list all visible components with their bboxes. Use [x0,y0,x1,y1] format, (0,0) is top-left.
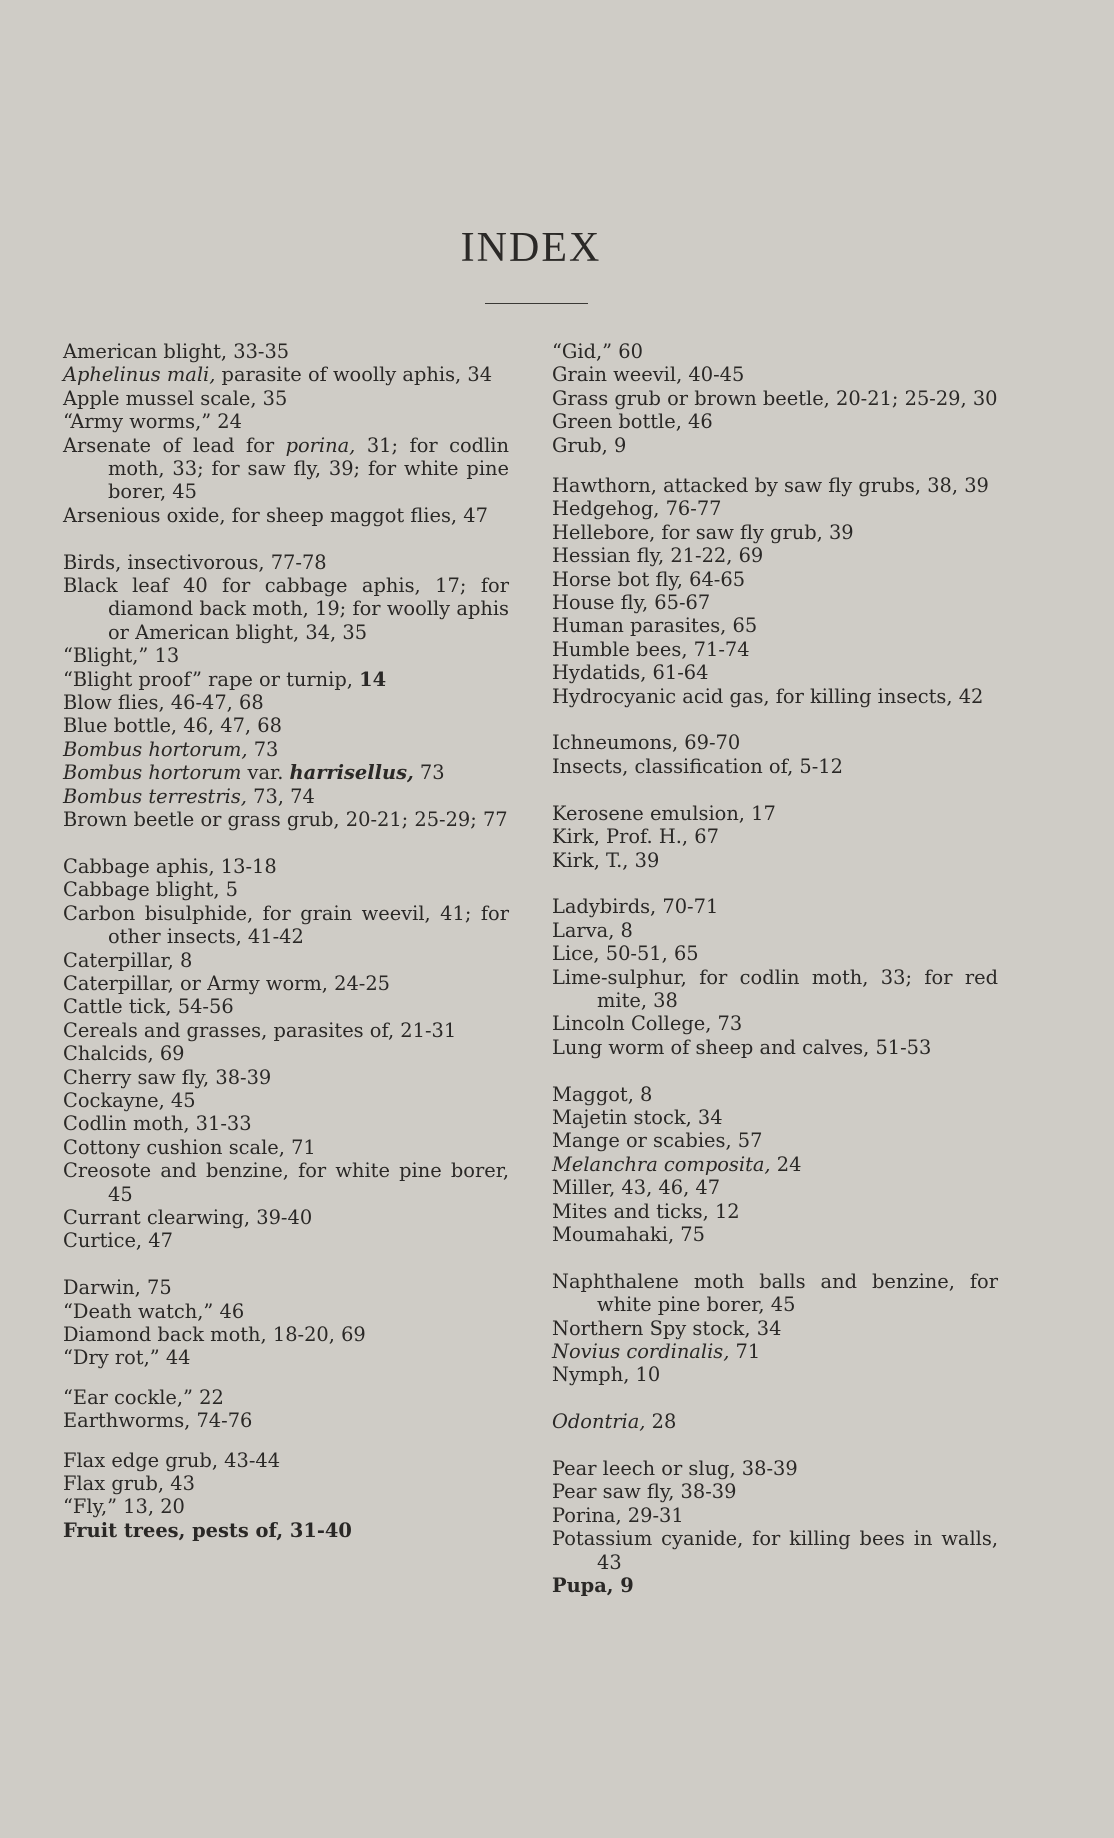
section-gap [63,1370,509,1386]
entry-text: Cabbage blight, 5 [63,878,239,902]
index-entry [63,1042,509,1065]
index-entry [552,1410,998,1433]
index-entry [63,785,509,808]
index-entry [552,849,998,872]
index-entry [63,410,509,433]
entry-text: Majetin stock, 34 [552,1105,723,1129]
index-entry [552,434,998,457]
entry-text: Mange or scabies, 57 [552,1129,763,1153]
entry-text: Earthworms, 74-76 [63,1409,253,1433]
entry-text: Kirk, Prof. H., 67 [552,825,719,849]
entry-text: Fruit trees, pests of, 31-40 [63,1518,352,1542]
index-entry [552,1317,998,1340]
entry-text: “Blight,” 13 [63,644,180,668]
entry-text: Curtice, 47 [63,1229,173,1253]
index-entry [63,949,509,972]
index-entry [63,551,509,574]
entry-text: 31; for codlin moth, 33; for saw fly, 39; for white pine borer, 45 [108,433,509,504]
entry-text: Lincoln College, 73 [552,1012,743,1036]
index-entry [63,855,509,878]
index-entry [552,340,998,363]
index-entry [552,568,998,591]
entry-text: Naphthalene moth balls and benzine, for white pine borer, 45 [552,1269,998,1317]
index-entry [552,755,998,778]
index-entry [63,1089,509,1112]
index-entry [63,1066,509,1089]
entry-text: Cockayne, 45 [63,1088,196,1112]
entry-text: “Fly,” 13, 20 [63,1495,185,1519]
entry-text: Cherry saw fly, 38-39 [63,1065,272,1089]
entry-text: Grass grub or brown beetle, 20-21; 25-29, 30 [552,386,998,410]
index-entry [63,504,509,527]
entry-text: Human parasites, 65 [552,614,758,638]
section-gap [552,1387,998,1410]
index-entry [63,1346,509,1369]
index-entry [63,808,509,831]
index-entry [552,919,998,942]
index-entry [63,1159,509,1206]
entry-text: Brown beetle or grass grub, 20-21; 25-29; 77 [63,808,508,832]
entry-text: 14 [359,667,387,691]
entry-text: Diamond back moth, 18-20, 69 [63,1323,366,1347]
entry-text: Cereals and grasses, parasites of, 21-31 [63,1018,457,1042]
entry-text: Darwin, 75 [63,1276,172,1300]
entry-text: Chalcids, 69 [63,1042,185,1066]
index-entry [63,668,509,691]
section-gap [552,1246,998,1269]
index-entry [63,1519,509,1542]
index-entry [552,1480,998,1503]
entry-text: Maggot, 8 [552,1082,653,1106]
entry-text: Blue bottle, 46, 47, 68 [63,714,282,738]
section-gap [552,872,998,895]
entry-text: Horse bot fly, 64-65 [552,567,746,591]
entry-text: Currant clearwing, 39-40 [63,1206,313,1229]
index-entry [552,474,998,497]
section-gap [552,708,998,731]
entry-text: 24 [770,1152,802,1176]
index-entry [552,521,998,544]
entry-text: Northern Spy stock, 34 [552,1316,782,1340]
section-gap [63,527,509,550]
index-entry [552,1527,998,1574]
index-entry [63,972,509,995]
index-entry [552,802,998,825]
entry-text: Hessian fly, 21-22, 69 [552,544,764,568]
index-entry [63,878,509,901]
entry-text: Bombus hortorum [63,761,242,785]
index-entry [63,1276,509,1299]
entry-text: “Gid,” 60 [552,340,643,363]
entry-text: Moumahaki, 75 [552,1222,705,1246]
index-entry [552,591,998,614]
entry-text: Cottony cushion scale, 71 [63,1135,316,1159]
index-entry [552,825,998,848]
index-entry [63,1112,509,1135]
index-entry [552,1036,998,1059]
entry-text: Humble bees, 71-74 [552,637,750,661]
index-entry [63,902,509,949]
entry-text: Cattle tick, 54-56 [63,995,234,1019]
index-entry [552,1106,998,1129]
index-entry [63,738,509,761]
section-gap [552,457,998,474]
index-entry [63,1019,509,1042]
entry-text: Bombus terrestris, [63,784,247,808]
section-gap [552,1434,998,1457]
entry-text: Grub, 9 [552,433,627,457]
index-entry [63,1323,509,1346]
entry-text: 73, 74 [246,784,315,808]
entry-text: Lice, 50-51, 65 [552,942,699,966]
index-entry [552,1340,998,1363]
page-title: INDEX [460,225,602,271]
index-entry [552,1200,998,1223]
entry-text: Potassium cyanide, for killing bees in walls, 43 [552,1527,998,1574]
entry-text: Aphelinus mali, [63,363,216,387]
entry-text: Melanchra composita, [552,1152,771,1176]
index-column-left [63,340,509,1542]
entry-text: harrisellus, [289,761,414,785]
entry-text: “Ear cockle,” 22 [63,1385,224,1409]
entry-text: Miller, 43, 46, 47 [552,1176,721,1200]
entry-text: Ichneumons, 69-70 [552,731,741,755]
entry-text: Grain weevil, 40-45 [552,363,745,387]
entry-text: Birds, insectivorous, 77-78 [63,550,327,574]
entry-text: parasite of woolly aphis, 34 [215,363,493,387]
entry-text: Pear saw fly, 38-39 [552,1480,737,1504]
entry-text: Insects, classification of, 5-12 [552,754,843,778]
entry-text: Lime-sulphur, for codlin moth, 33; for red mite, 38 [552,965,998,1012]
index-entry [552,544,998,567]
entry-text: Flax edge grub, 43-44 [63,1448,281,1472]
entry-text: “Death watch,” 46 [63,1299,245,1323]
entry-text: House fly, 65-67 [552,591,711,615]
entry-text: Apple mussel scale, 35 [63,386,288,410]
entry-text: Codlin moth, 31-33 [63,1112,252,1136]
entry-text: 73 [247,737,279,761]
entry-text: Odontria, [552,1410,646,1434]
entry-text: “Dry rot,” 44 [63,1346,191,1370]
index-entry [552,1083,998,1106]
index-entry [552,661,998,684]
index-entry [552,1012,998,1035]
entry-text: 71 [729,1339,761,1363]
index-entry [63,574,509,644]
entry-text: Arsenate of lead for [63,433,286,457]
index-entry [552,731,998,754]
entry-text: Mites and ticks, 12 [552,1199,740,1223]
entry-text: Cabbage aphis, 13-18 [63,854,277,878]
index-entry [63,387,509,410]
index-entry [552,410,998,433]
index-entry [63,644,509,667]
index-entry [63,363,509,386]
index-entry [552,614,998,637]
index-entry [552,895,998,918]
entry-text: American blight, 33-35 [63,340,290,363]
entry-text: Porina, 29-31 [552,1503,684,1527]
entry-text: Hydatids, 61-64 [552,661,709,685]
entry-text: Hawthorn, attacked by saw fly grubs, 38, 39 [552,474,989,498]
section-gap [63,1253,509,1276]
index-entry [63,1495,509,1518]
entry-text: “Blight proof” rape or turnip, [63,667,360,691]
entry-text: Kerosene emulsion, 17 [552,801,776,825]
index-entry [552,1270,998,1317]
section-gap [63,832,509,855]
entry-text: Creosote and benzine, for white pine borer, 45 [63,1159,509,1206]
entry-text: Blow flies, 46-47, 68 [63,691,264,715]
index-entry [552,1363,998,1386]
index-entry [63,340,509,363]
index-entry [63,995,509,1018]
entry-text: Larva, 8 [552,918,633,942]
entry-text: Green bottle, 46 [552,410,713,434]
index-entry [63,1206,509,1229]
entry-text: Hydrocyanic acid gas, for killing insects, 42 [552,684,984,708]
index-entry [552,1176,998,1199]
index-entry [552,1457,998,1480]
index-entry [63,1472,509,1495]
index-entry [552,1129,998,1152]
entry-text: Lung worm of sheep and calves, 51-53 [552,1035,932,1059]
section-gap [63,1433,509,1449]
index-entry [552,363,998,386]
entry-text: Flax grub, 43 [63,1472,195,1496]
entry-text: “Army worms,” 24 [63,410,242,434]
entry-text: Bombus hortorum, [63,737,248,761]
entry-text: Carbon bisulphide, for grain weevil, 41; for other insects, 41-42 [63,901,509,949]
index-entry [63,1449,509,1472]
index-entry [552,387,998,410]
index-entry [63,1386,509,1409]
index-entry [552,1223,998,1246]
index-entry [552,1153,998,1176]
index-entry [63,1229,509,1252]
entry-text: Black leaf 40 for cabbage aphis, 17; for diamond back moth, 19; for woolly aphis or American blight, 34, 35 [63,574,509,644]
index-entry [552,685,998,708]
entry-text: Pear leech or slug, 38-39 [552,1456,798,1480]
index-entry [552,497,998,520]
index-entry [552,1504,998,1527]
index-entry [63,434,509,504]
index-entry [63,714,509,737]
index-entry [63,691,509,714]
entry-text: Caterpillar, or Army worm, 24-25 [63,971,391,995]
entry-text: Arsenious oxide, for sheep maggot flies, 47 [63,503,488,527]
index-entry [63,1409,509,1432]
entry-text: Ladybirds, 70-71 [552,895,719,919]
index-entry [63,1136,509,1159]
index-entry [63,1300,509,1323]
entry-text: Kirk, T., 39 [552,848,660,872]
index-entry [552,1574,998,1597]
index-entry [552,638,998,661]
entry-text: Novius cordinalis, [552,1339,730,1363]
entry-text: var. [241,761,290,785]
entry-text: 28 [645,1410,677,1434]
index-column-right [552,340,998,1597]
entry-text: porina, [285,433,356,457]
title-rule [485,303,588,304]
entry-text: Hedgehog, 76-77 [552,497,722,521]
index-entry [552,942,998,965]
section-gap [552,778,998,801]
section-gap [552,1059,998,1082]
index-entry [552,966,998,1013]
entry-text: Pupa, 9 [552,1574,634,1598]
entry-text: Caterpillar, 8 [63,948,193,972]
entry-text: Hellebore, for saw fly grub, 39 [552,520,854,544]
index-entry [63,761,509,784]
entry-text: 73 [413,761,445,785]
entry-text: Nymph, 10 [552,1363,661,1387]
